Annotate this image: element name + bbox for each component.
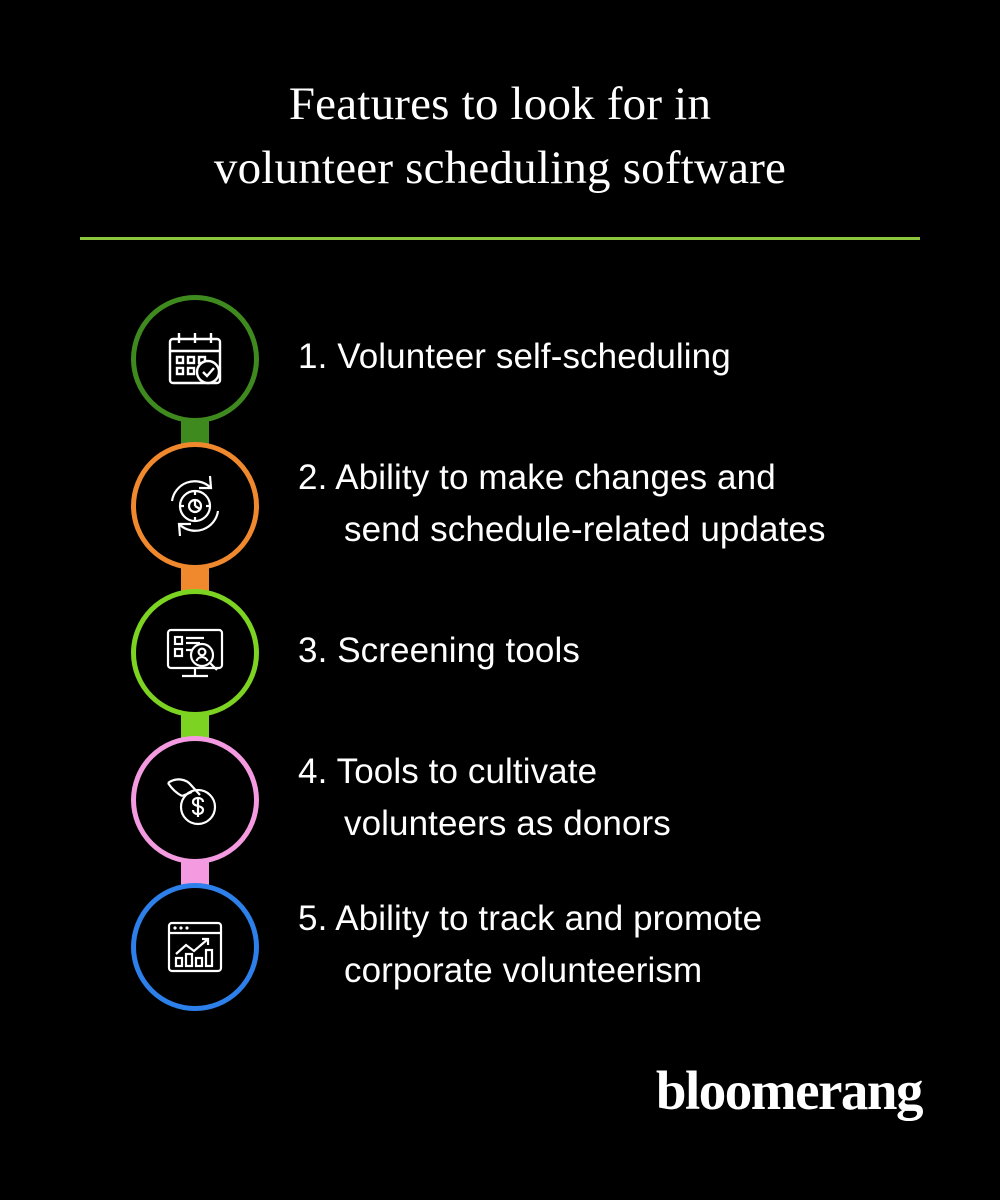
bloomerang-logo: bloomerang	[655, 1060, 922, 1121]
list-item	[0, 295, 1000, 442]
list-item-text-2	[298, 452, 938, 556]
list-item-number-3: 3.	[298, 631, 328, 670]
icon-badge-4	[131, 736, 259, 864]
list-item-number-2: 2.	[298, 458, 328, 497]
title-line-2: volunteer scheduling software	[213, 142, 787, 194]
page-title	[0, 72, 1000, 200]
list-item-label-5: Ability to track and promote	[335, 899, 763, 938]
icon-badge-2	[131, 442, 259, 570]
list-item-label-3: Screening tools	[337, 631, 580, 670]
title-divider	[80, 237, 920, 240]
list-item-label-5b: corporate volunteerism	[344, 951, 703, 990]
list-item-label-4b: volunteers as donors	[344, 804, 671, 843]
clock-gear-refresh-icon	[160, 471, 230, 541]
list-item-text-5	[298, 893, 938, 997]
list-item	[0, 883, 1000, 1030]
list-item-text-1	[298, 331, 938, 383]
list-item-label-2b: send schedule-related updates	[344, 510, 826, 549]
list-item	[0, 589, 1000, 736]
monitor-search-person-icon	[160, 618, 230, 688]
list-item-label-1: Volunteer self-scheduling	[337, 337, 731, 376]
icon-badge-5	[131, 883, 259, 1011]
feature-list	[0, 295, 1000, 1030]
icon-badge-1	[131, 295, 259, 423]
icon-badge-3	[131, 589, 259, 717]
list-item	[0, 736, 1000, 883]
list-item	[0, 442, 1000, 589]
list-item-number-5: 5.	[298, 899, 328, 938]
list-item-label-2: Ability to make changes and	[335, 458, 776, 497]
calendar-check-icon	[160, 324, 230, 394]
hand-heart-money-icon	[160, 765, 230, 835]
list-item-text-4	[298, 746, 938, 850]
list-item-number-4: 4.	[298, 752, 328, 791]
list-item-number-1: 1.	[298, 337, 328, 376]
list-item-label-4: Tools to cultivate	[336, 752, 598, 791]
list-item-text-3	[298, 625, 938, 677]
title-line-1: Features to look for in	[288, 78, 712, 130]
analytics-chart-icon	[160, 912, 230, 982]
